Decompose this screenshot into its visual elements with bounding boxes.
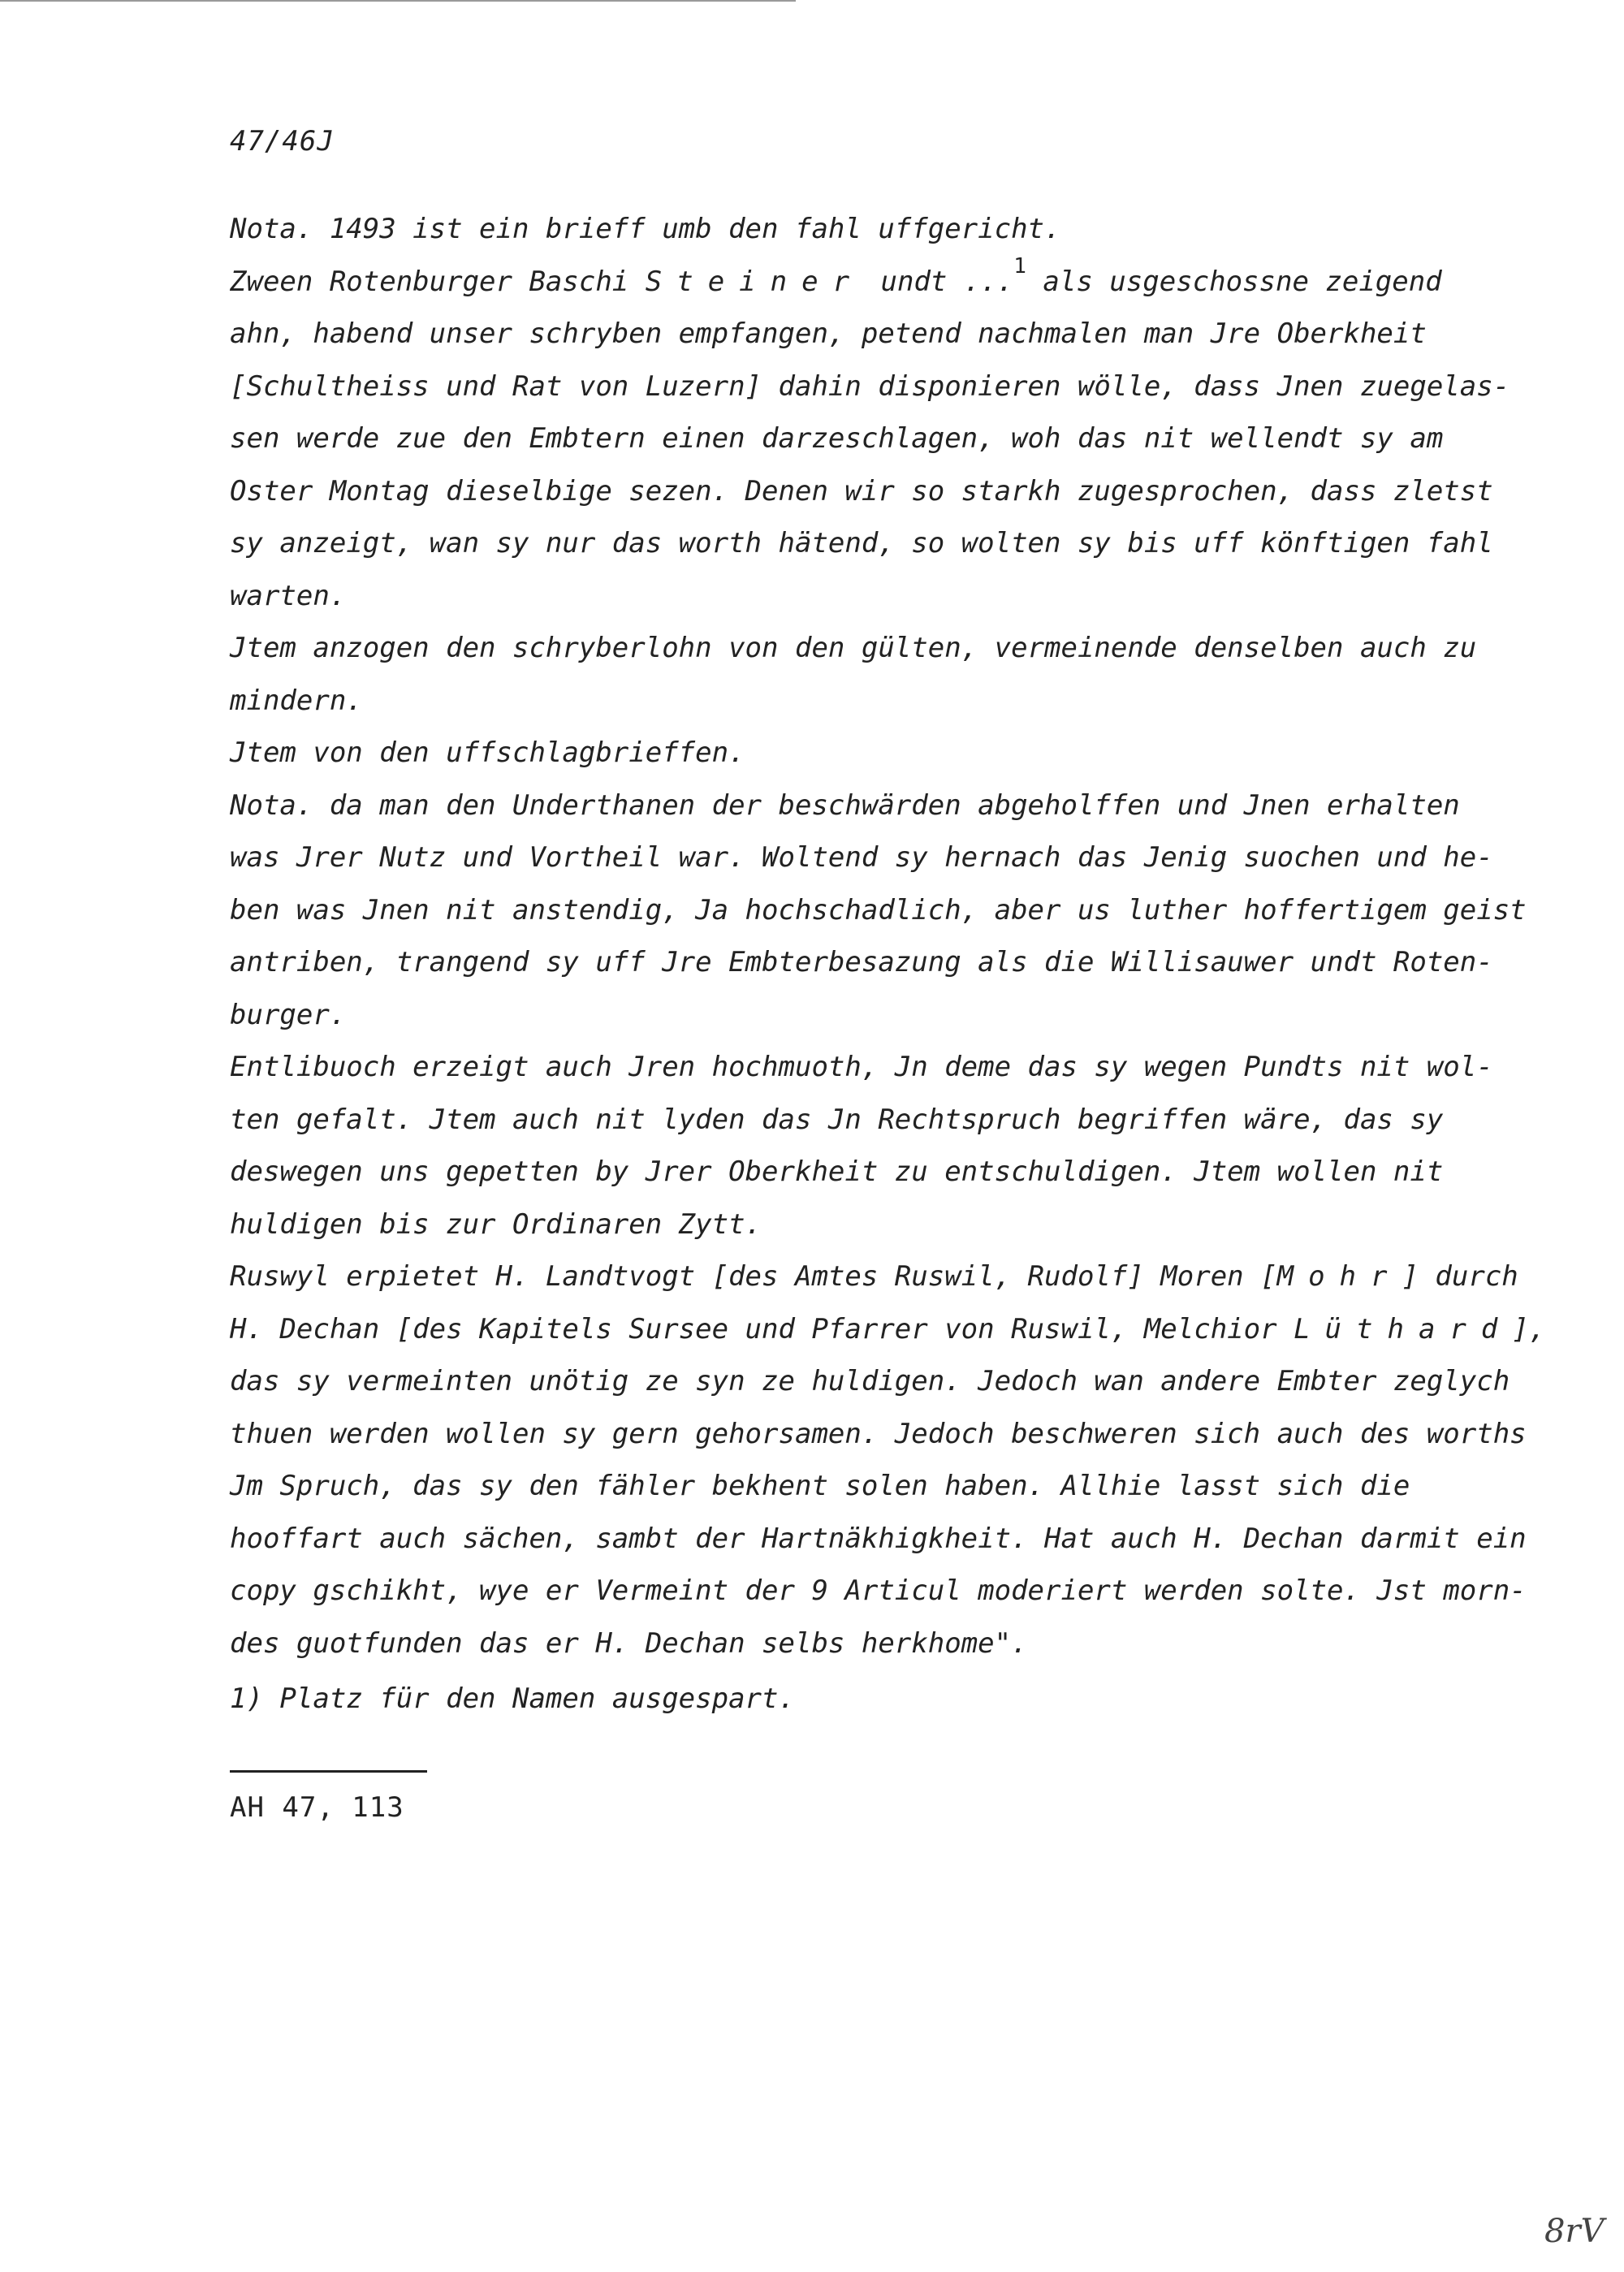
spaced-name-mohr: Mohr xyxy=(1276,1260,1402,1293)
transcription-body xyxy=(230,203,1546,1669)
text-line: ben was Jnen nit anstendig, Ja hochschadlich, aber us luther hoffertigem geist xyxy=(230,893,1527,927)
text-segment: als usgeschossne zeigend xyxy=(1026,265,1442,298)
text-segment: ], xyxy=(1512,1312,1546,1345)
text-line: mindern. xyxy=(230,684,363,717)
text-line: Nota. 1493 ist ein brieff umb den fahl uffgericht. xyxy=(230,213,1061,245)
text-segment: ] durch xyxy=(1402,1260,1518,1293)
text-line: des guotfunden das er H. Dechan selbs herkhome". xyxy=(230,1626,1028,1660)
top-scan-edge xyxy=(0,0,796,2)
footnote: 1) Platz für den Namen ausgespart. xyxy=(230,1682,795,1715)
text-line xyxy=(230,1250,1529,1303)
archive-reference: AH 47, 113 xyxy=(230,1791,404,1824)
text-line: copy gschikht, wye er Vermeint der 9 Articul moderiert werden solte. Jst morn- xyxy=(230,1574,1527,1607)
text-line: warten. xyxy=(230,579,347,612)
text-segment: H. Dechan [des Kapitels Sursee und Pfarrer von Ruswil, Melchior xyxy=(230,1312,1294,1345)
text-line: Jtem anzogen den schryberlohn von den gülten, vermeinende denselben auch zu xyxy=(230,632,1477,664)
text-line: Jtem von den uffschlagbrieffen. xyxy=(230,736,745,769)
text-line: deswegen uns gepetten by Jrer Oberkheit zu entschuldigen. Jtem wollen nit xyxy=(230,1155,1444,1188)
text-line: das sy vermeinten unötig ze syn ze huldigen. Jedoch wan andere Embter zeglych xyxy=(230,1365,1510,1397)
text-line: Nota. da man den Underthanen der beschwärden abgeholffen und Jnen erhalten xyxy=(230,788,1460,822)
text-line xyxy=(230,1303,1546,1356)
text-segment: Ruswyl erpietet H. Landtvogt [des Amtes Ruswil, Rudolf] Moren [ xyxy=(230,1260,1277,1293)
text-line: Jm Spruch, das sy den fähler bekhent solen haben. Allhie lasst sich die xyxy=(230,1470,1410,1502)
footnote-separator xyxy=(230,1770,427,1773)
text-line: sen werde zue den Embtern einen darzeschlagen, woh das nit wellendt sy am xyxy=(230,422,1444,455)
text-segment: undt ... xyxy=(864,265,1014,298)
spaced-name-luthard: Lüthard xyxy=(1294,1312,1513,1345)
text-line: burger. xyxy=(230,998,347,1031)
text-line: ten gefalt. Jtem auch nit lyden das Jn Rechtspruch begriffen wäre, das sy xyxy=(230,1103,1444,1136)
text-line: hooffart auch sächen, sambt der Hartnäkhigkheit. Hat auch H. Dechan darmit ein xyxy=(230,1522,1527,1555)
text-line: Entlibuoch erzeigt auch Jren hochmuoth, Jn deme das sy wegen Pundts nit wol- xyxy=(230,1051,1493,1083)
page-reference: 47/46J xyxy=(230,125,335,158)
text-line: [Schultheiss und Rat von Luzern] dahin disponieren wölle, dass Jnen zuegelas- xyxy=(230,369,1510,403)
text-line: sy anzeigt, wan sy nur das worth hätend, so wolten sy bis uff könftigen fahl xyxy=(230,527,1493,559)
text-line: Oster Montag dieselbige sezen. Denen wir so starkh zugesprochen, dass zletst xyxy=(230,474,1493,508)
text-line: antriben, trangend sy uff Jre Embterbesazung als die Willisauwer undt Roten- xyxy=(230,946,1493,978)
handwritten-folio-mark: 8rV xyxy=(1544,2213,1605,2250)
text-line xyxy=(230,253,1529,309)
text-segment: Zween Rotenburger Baschi xyxy=(230,265,646,298)
footnote-mark: 1 xyxy=(1013,253,1026,279)
text-line: was Jrer Nutz und Vortheil war. Woltend sy hernach das Jenig suochen und he- xyxy=(230,841,1493,874)
text-line: ahn, habend unser schryben empfangen, petend nachmalen man Jre Oberkheit xyxy=(230,317,1427,350)
text-line: thuen werden wollen sy gern gehorsamen. Jedoch beschweren sich auch des worths xyxy=(230,1417,1527,1450)
text-line: huldigen bis zur Ordinaren Zytt. xyxy=(230,1207,762,1241)
spaced-name-steiner: Steiner xyxy=(645,265,865,298)
